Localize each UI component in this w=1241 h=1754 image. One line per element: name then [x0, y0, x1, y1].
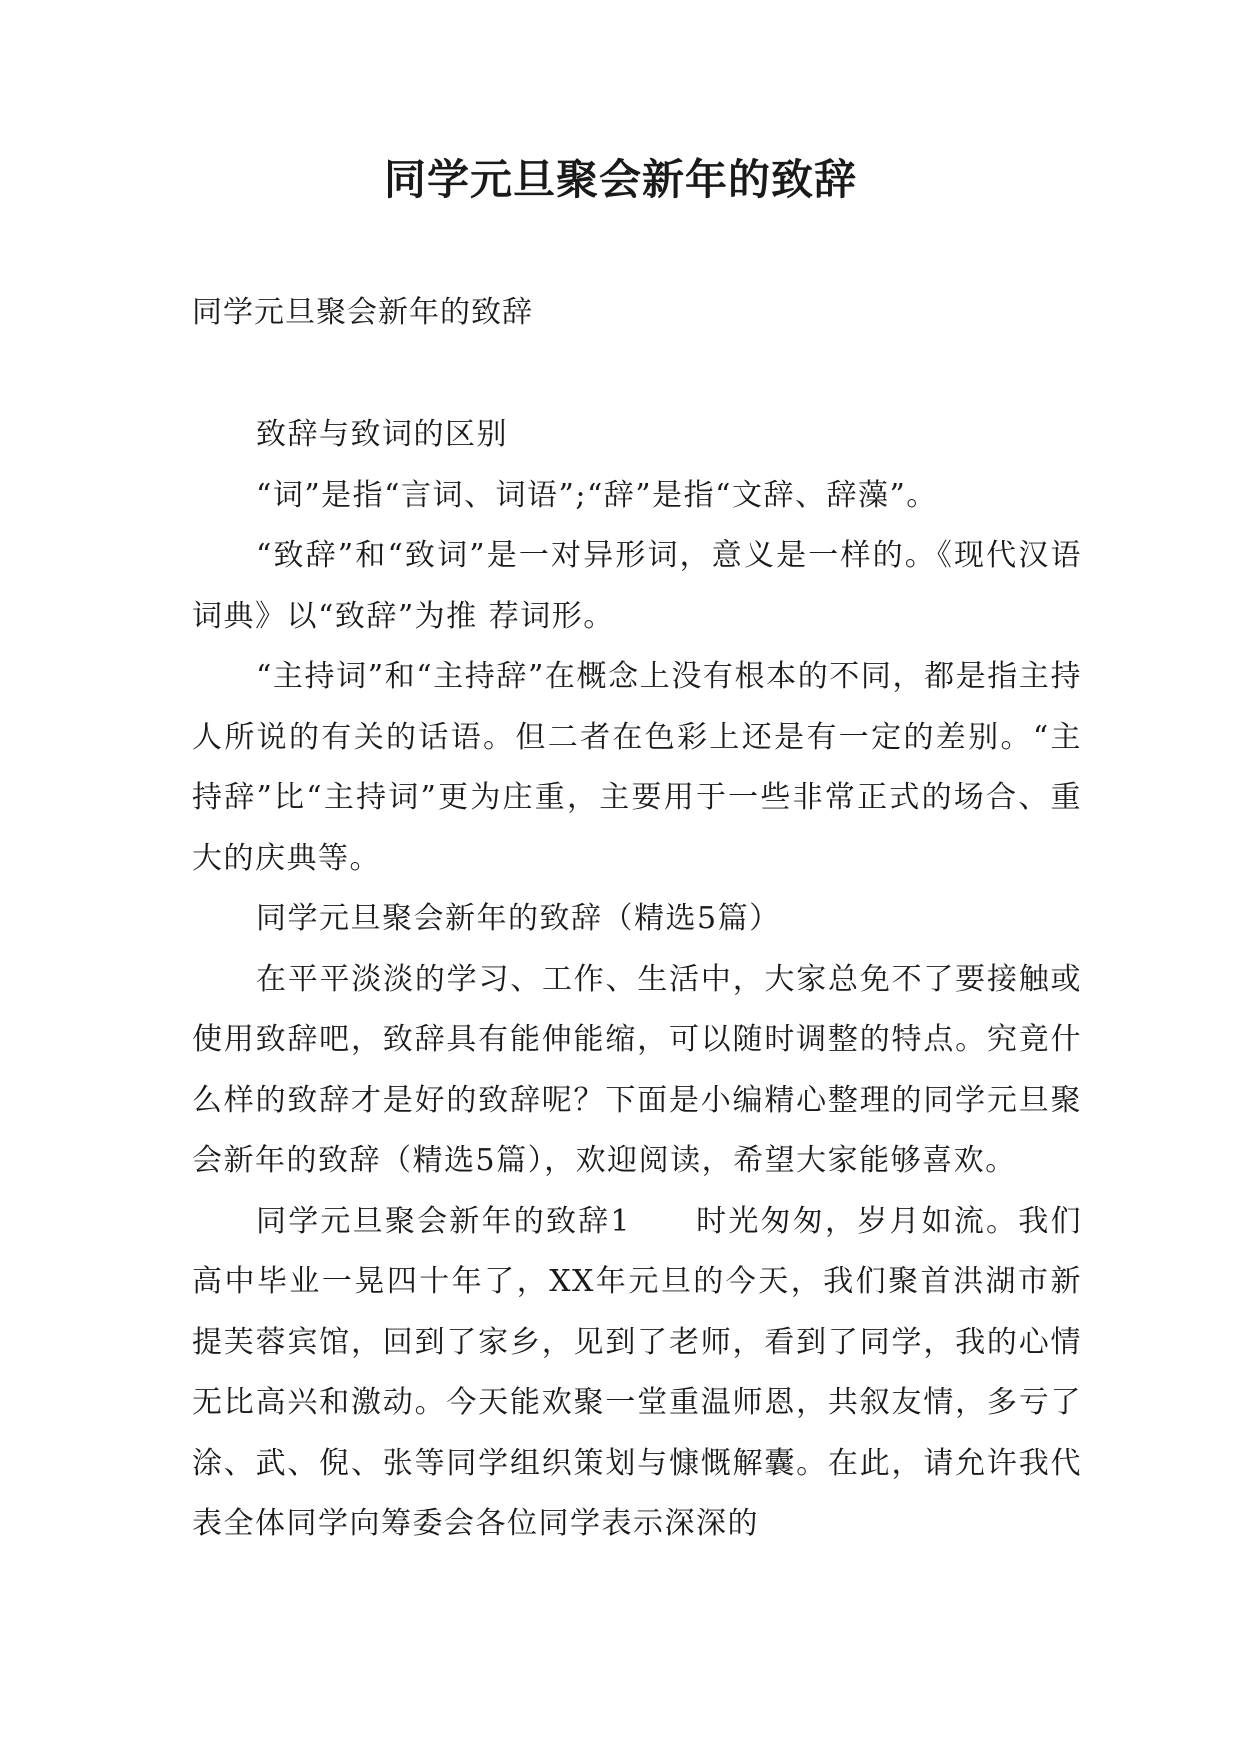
- paragraph: “词”是指“言词、词语”;“辞”是指“文辞、辞藻”。: [256, 477, 938, 513]
- paragraph: 同学元旦聚会新年的致辞（精选5篇）: [256, 901, 781, 936]
- page-title: 同学元旦聚会新年的致辞: [383, 155, 857, 204]
- paragraph: 同学元旦聚会新年的致辞1 时光匆匆，岁月如流。我们高中毕业一晃四十年了，XX年元旦的今天，我们聚首洪湖市新提芙蓉宾馆，回到了家乡，见到了老师，看到了同学，我的心情无比高兴和激动。今天能欢聚一堂重温师恩，共叙友情，多亏了涂、武、倪、张等同学组织策划与慷慨解囊。在此，请允许我代表全体同学向筹委会各位同学表示深深的: [192, 1203, 1082, 1541]
- paragraph: 致辞与致词的区别: [256, 417, 508, 452]
- paragraph: “致辞”和“致词”是一对异形词，意义是一样的。《现代汉语词典》以“致辞”为推 荐词形。: [192, 538, 1082, 634]
- paragraph: 在平平淡淡的学习、工作、生活中，大家总免不了要接触或使用致辞吧，致辞具有能伸能缩，可以随时调整的特点。究竟什么样的致辞才是好的致辞呢？下面是小编精心整理的同学元旦聚会新年的致辞（精选5篇），欢迎阅读，希望大家能够喜欢。: [192, 961, 1082, 1178]
- paragraph: “主持词”和“主持辞”在概念上没有根本的不同，都是指主持人所说的有关的话语。但二者在色彩上还是有一定的差别。“主持辞”比“主持词”更为庄重，主要用于一些非常正式的场合、重大的庆典等。: [192, 659, 1082, 876]
- document-subtitle: 同学元旦聚会新年的致辞: [192, 295, 533, 330]
- document-body: [192, 405, 1082, 1555]
